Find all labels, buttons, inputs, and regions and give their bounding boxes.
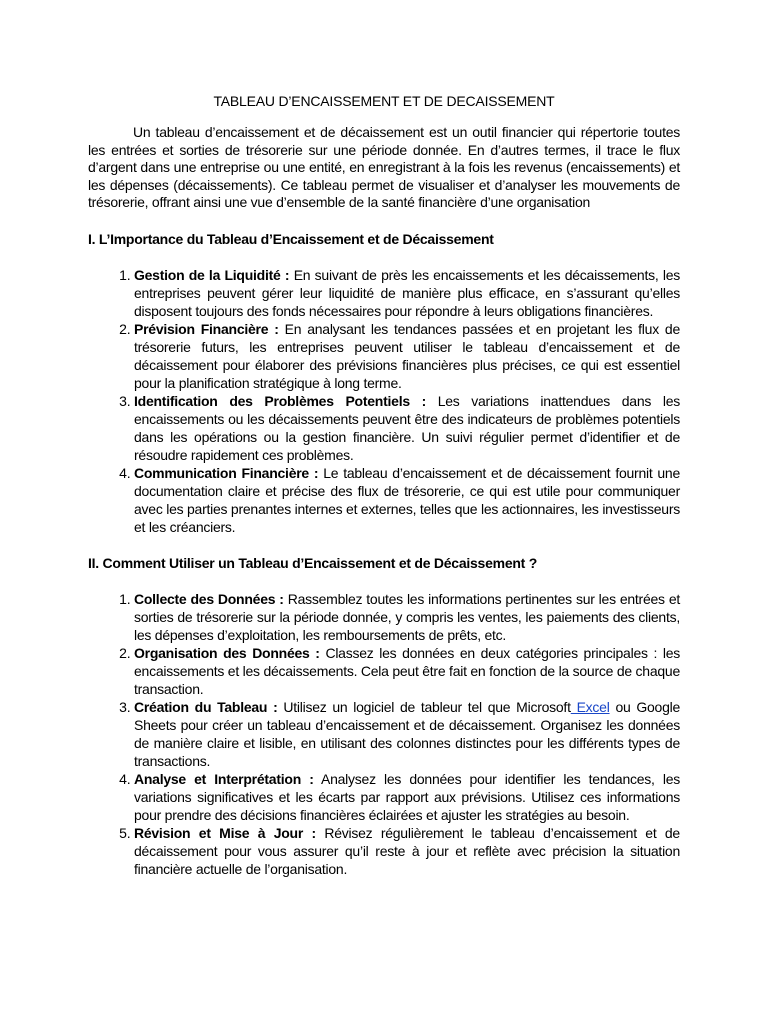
section-1-list (88, 266, 680, 536)
item-lead: Gestion de la Liquidité : (134, 266, 290, 283)
item-lead: Création du Tableau : (134, 698, 278, 715)
list-item (134, 392, 680, 464)
list-item (134, 266, 680, 320)
item-text: Analysez les données pour identifier les tendances, les variations significatives et les écarts par rapport aux prévisions. Utilisez ces informations pour prendre des décisions financières éclairées et ajuster les stratégies au besoin. (134, 770, 680, 823)
section-2-list (88, 590, 680, 878)
list-item (134, 320, 680, 392)
item-text: Classez les données en deux catégories principales : les encaissements et les décaissements. Cela peut être fait en fonction de la source de chaque transaction. (134, 644, 680, 697)
item-lead: Analyse et Interprétation : (134, 770, 314, 787)
item-lead: Identification des Problèmes Potentiels : (134, 392, 427, 409)
item-text: Révisez régulièrement le tableau d’encaissement et de décaissement pour vous assurer qu’il reste à jour et reflète avec précision la situation financière actuelle de l’organisation. (134, 824, 680, 877)
item-text: Les variations inattendues dans les encaissements ou les décaissements peuvent être des indicateurs de problèmes potentiels dans les opérations ou la gestion financière. Un suivi régulier permet d’identifier et de résoudre rapidement ces problèmes. (134, 392, 680, 463)
section-2-heading: II. Comment Utiliser un Tableau d’Encaissement et de Décaissement ? (88, 554, 538, 571)
item-text: ou Google Sheets pour créer un tableau d’encaissement et de décaissement. Organisez les données de manière claire et lisible, en utilisant des colonnes distinctes pour les différents types de transactions. (134, 698, 681, 769)
item-text: Rassemblez toutes les informations pertinentes sur les entrées et sorties de trésorerie sur la période donnée, y compris les ventes, les paiements des clients, les dépenses d’exploitation, les remboursements de prêts, etc. (134, 590, 680, 643)
list-item (134, 770, 680, 824)
item-lead: Organisation des Données : (134, 644, 320, 661)
list-item (134, 464, 680, 536)
item-lead: Révision et Mise à Jour : (134, 824, 316, 841)
list-item (134, 824, 680, 878)
section-1-heading: I. L’Importance du Tableau d’Encaissement et de Décaissement (88, 230, 494, 247)
item-lead: Collecte des Données : (134, 590, 284, 607)
document-title: TABLEAU D’ENCAISSEMENT ET DE DECAISSEMENT (213, 93, 555, 109)
excel-link[interactable]: Excel (570, 698, 610, 715)
item-text: En suivant de près les encaissements et les décaissements, les entreprises peuvent gérer leur liquidité de manière plus efficace, en s’assurant qu’elles disposent toujours des fonds nécessaires pour répondre à leurs obligations financières. (134, 266, 680, 319)
item-lead: Prévision Financière : (134, 320, 279, 337)
list-item (134, 644, 680, 698)
item-text: Utilisez un logiciel de tableur tel que Microsoft (277, 698, 571, 715)
item-text: Le tableau d’encaissement et de décaissement fournit une documentation claire et précise des flux de trésorerie, ce qui est utile pour communiquer avec les parties prenantes internes et externes, telles que les actionnaires, les investisseurs et les créanciers. (134, 464, 681, 535)
item-lead: Communication Financière : (134, 464, 319, 481)
intro-paragraph: Un tableau d’encaissement et de décaissement est un outil financier qui répertorie toutes les entrées et sorties de trésorerie sur une période donnée. En d’autres termes, il trace le flux d’argent dans une entreprise ou une entité, en enregistrant à la fois les revenus (encaissements) et les dépenses (décaissements). Ce tableau permet de visualiser et d’analyser les mouvements de trésorerie, offrant ainsi une vue d’ensemble de la santé financière d’une organisation (88, 124, 680, 210)
list-item (134, 698, 680, 770)
item-text: En analysant les tendances passées et en projetant les flux de trésorerie futurs, les entreprises peuvent utiliser le tableau d’encaissement et de décaissement pour élaborer des prévisions financières plus précises, ce qui est essentiel pour la planification stratégique à long terme. (134, 320, 680, 391)
list-item (134, 590, 680, 644)
